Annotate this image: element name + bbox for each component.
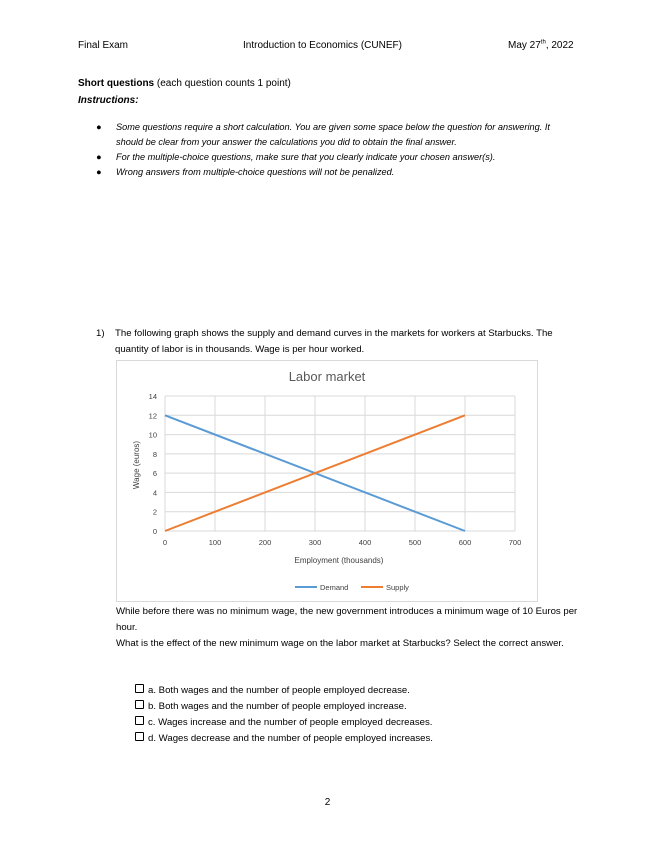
instruction-item bbox=[96, 165, 566, 180]
option-a[interactable] bbox=[135, 683, 433, 699]
question-number: 1) bbox=[96, 328, 105, 339]
section-title bbox=[78, 78, 291, 89]
instruction-text: Some questions require a short calculation. You are given some space below the question for answering. It should be clear from your answer the calculations you did to obtain the final answer. bbox=[116, 122, 550, 147]
y-tick-label: 0 bbox=[152, 527, 157, 536]
bullet-icon: ● bbox=[96, 122, 102, 132]
header-left: Final Exam bbox=[78, 40, 129, 51]
x-tick-label: 100 bbox=[208, 538, 222, 547]
answer-options bbox=[135, 683, 433, 747]
header-center: Introduction to Economics (CUNEF) bbox=[243, 40, 402, 51]
chart-svg bbox=[117, 361, 537, 601]
checkbox-icon[interactable] bbox=[135, 732, 144, 741]
labor-market-chart bbox=[116, 360, 538, 602]
chart-y-axis-label: Wage (euros) bbox=[132, 440, 141, 490]
instruction-item bbox=[96, 150, 566, 165]
instructions-label: Instructions: bbox=[78, 95, 139, 106]
x-tick-label: 300 bbox=[308, 538, 322, 547]
header-date-main: May 27 bbox=[508, 40, 541, 51]
chart-title: Labor market bbox=[288, 369, 366, 384]
option-c[interactable] bbox=[135, 715, 433, 731]
y-tick-label: 8 bbox=[152, 449, 157, 459]
instructions-list bbox=[96, 120, 566, 180]
header-date bbox=[508, 40, 574, 51]
section-title-rest: (each question counts 1 point) bbox=[154, 78, 291, 89]
x-tick-label: 700 bbox=[508, 538, 522, 547]
question-prompt: What is the effect of the new minimum wage on the labor market at Starbucks? Select the correct answer. bbox=[116, 638, 564, 649]
option-b[interactable] bbox=[135, 699, 433, 715]
instruction-item bbox=[96, 120, 566, 150]
checkbox-icon[interactable] bbox=[135, 716, 144, 725]
instruction-text: Wrong answers from multiple-choice questions will not be penalized. bbox=[116, 167, 395, 177]
y-tick-label: 14 bbox=[148, 392, 157, 401]
y-tick-label: 2 bbox=[152, 507, 157, 517]
x-tick-label: 400 bbox=[358, 538, 372, 547]
bullet-icon: ● bbox=[96, 167, 102, 177]
question-intro: The following graph shows the supply and demand curves in the markets for workers at Starbucks. The quantity of labor is in thousands. Wage is per hour worked. bbox=[115, 328, 553, 355]
option-text: d. Wages decrease and the number of people employed increases. bbox=[148, 733, 433, 744]
x-tick-label: 600 bbox=[458, 538, 472, 547]
page-number: 2 bbox=[324, 797, 331, 808]
header-date-sup: th bbox=[540, 39, 546, 46]
checkbox-icon[interactable] bbox=[135, 700, 144, 709]
option-text: b. Both wages and the number of people employed increase. bbox=[148, 701, 407, 712]
x-tick-label: 500 bbox=[408, 538, 422, 547]
legend-label-demand: Demand bbox=[320, 583, 349, 592]
checkbox-icon[interactable] bbox=[135, 684, 144, 693]
instruction-text: For the multiple-choice questions, make sure that you clearly indicate your chosen answer(s). bbox=[116, 152, 496, 162]
y-tick-label: 6 bbox=[152, 469, 157, 479]
x-tick-label: 200 bbox=[258, 538, 272, 547]
section-title-bold: Short questions bbox=[78, 78, 155, 89]
chart-legend bbox=[295, 583, 409, 592]
option-d[interactable] bbox=[135, 731, 433, 747]
x-tick-label: 0 bbox=[162, 538, 168, 547]
y-tick-label: 10 bbox=[148, 430, 157, 440]
bullet-icon: ● bbox=[96, 152, 102, 162]
y-tick-label: 12 bbox=[148, 411, 157, 421]
option-text: c. Wages increase and the number of people employed decreases. bbox=[148, 717, 433, 728]
header-date-year: , 2022 bbox=[545, 40, 574, 51]
question-statement: While before there was no minimum wage, the new government introduces a minimum wage of 10 Euros per hour. bbox=[116, 606, 578, 633]
option-text: a. Both wages and the number of people employed decrease. bbox=[148, 685, 410, 696]
y-tick-label: 4 bbox=[152, 488, 157, 498]
legend-label-supply: Supply bbox=[386, 583, 409, 592]
question-body bbox=[116, 604, 586, 652]
chart-x-axis-label: Employment (thousands) bbox=[294, 556, 384, 565]
